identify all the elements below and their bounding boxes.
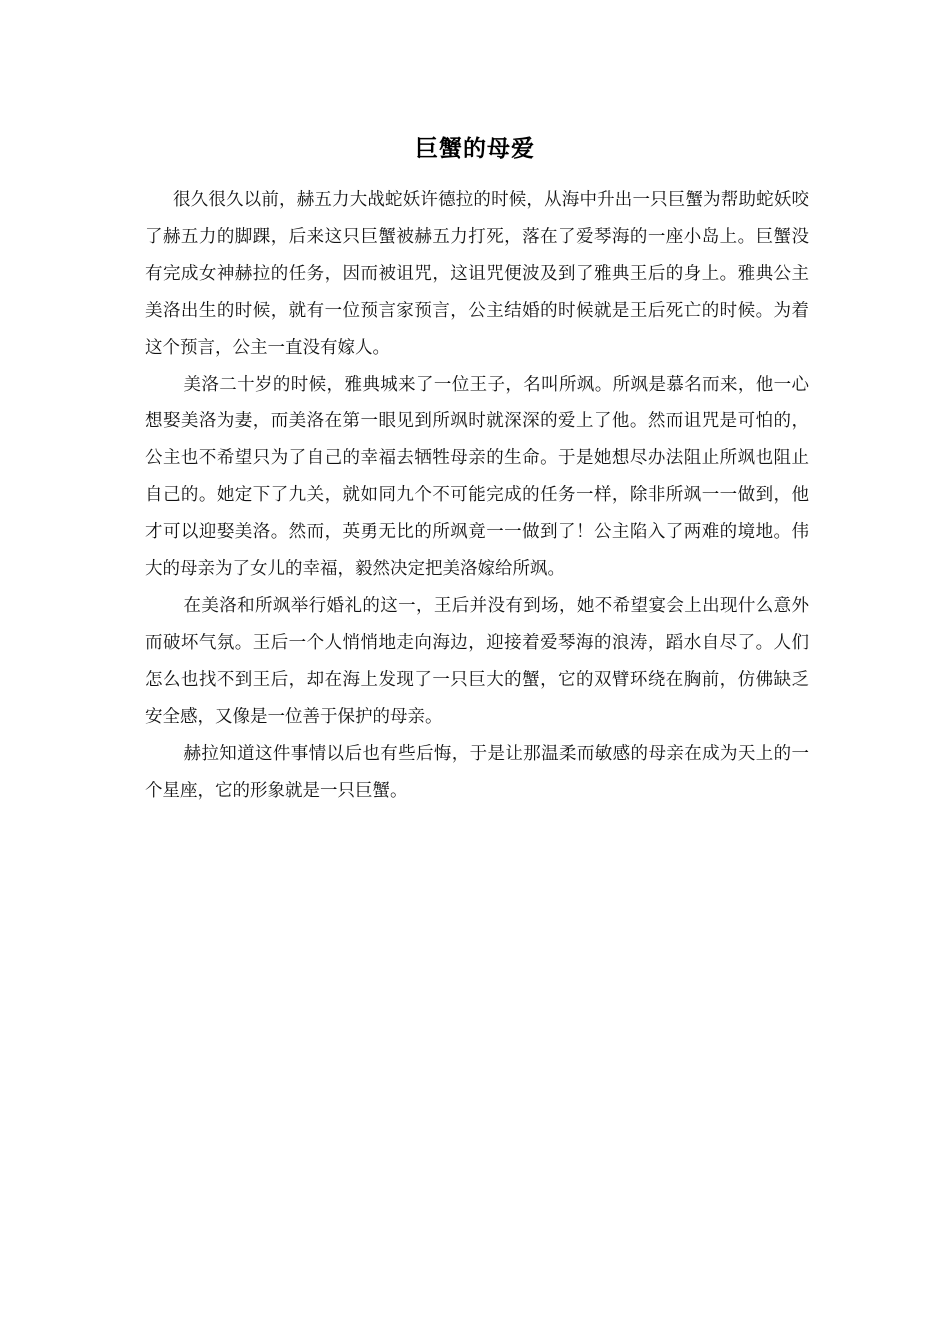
- paragraph: 美洛二十岁的时候，雅典城来了一位王子，名叫所飒。所飒是慕名而来，他一心想娶美洛为妻，而美洛在第一眼见到所飒时就深深的爱上了他。然而诅咒是可怕的，公主也不希望只为了自己的幸福去牺牲母亲的生命。于是她想尽办法阻止所飒也阻止自己的。她定下了九关，就如同九个不可能完成的任务一样，除非所飒一一做到，他才可以迎娶美洛。然而，英勇无比的所飒竟一一做到了！公主陷入了两难的境地。伟大的母亲为了女儿的幸福，毅然决定把美洛嫁给所飒。: [145, 374, 809, 580]
- paragraph: 在美洛和所飒举行婚礼的这一，王后并没有到场，她不希望宴会上出现什么意外而破坏气氛。王后一个人悄悄地走向海边，迎接着爱琴海的浪涛，蹈水自尽了。人们怎么也找不到王后，却在海上发现了一只巨大的蟹，它的双臂环绕在胸前，仿佛缺乏安全感，又像是一位善于保护的母亲。: [145, 595, 809, 727]
- paragraph: 赫拉知道这件事情以后也有些后悔，于是让那温柔而敏感的母亲在成为天上的一个星座，它的形象就是一只巨蟹。: [145, 743, 809, 801]
- paragraph: 很久很久以前，赫五力大战蛇妖许德拉的时候，从海中升出一只巨蟹为帮助蛇妖咬了赫五力的脚踝，后来这只巨蟹被赫五力打死，落在了爱琴海的一座小岛上。巨蟹没有完成女神赫拉的任务，因而被诅咒，这诅咒便波及到了雅典王后的身上。雅典公主美洛出生的时候，就有一位预言家预言，公主结婚的时候就是王后死亡的时候。为着这个预言，公主一直没有嫁人。: [145, 190, 809, 358]
- document-title: 巨蟹的母爱: [415, 136, 535, 162]
- document-body: [145, 182, 809, 809]
